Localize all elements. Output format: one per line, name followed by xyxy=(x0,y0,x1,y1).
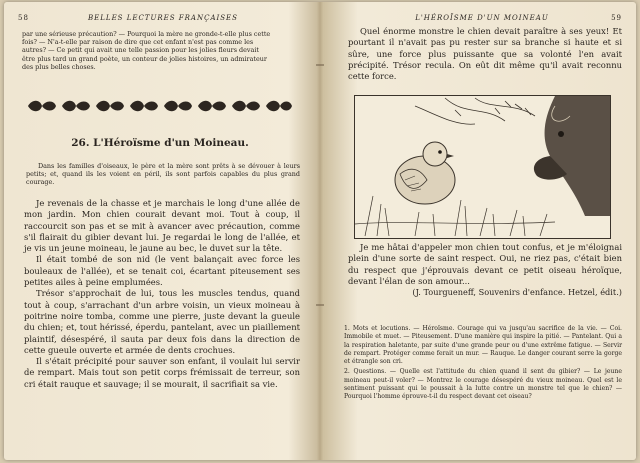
book-spread xyxy=(4,2,636,460)
intro-line: fois? — N'a-t-elle par raison de dire que cet enfant n'est pas comme les xyxy=(22,38,254,47)
story-text-left xyxy=(24,198,300,390)
chapter-title: 26. L'Héroïsme d'un Moineau. xyxy=(71,137,249,149)
story-text-right-bottom xyxy=(348,242,622,298)
intro-line: par une sérieuse précaution? — Pourquoi la mère ne gronde-t-elle plus cette xyxy=(22,30,271,38)
paragraph: Je me hâtai d'appeler mon chien tout confus, et je m'éloignai plein d'une sorte de saint respect. Oui, ne riez pas, c'était bien du respect que j'éprouvais devant ce petit oiseau héroïque, devant l'élan de son amour... xyxy=(348,242,622,286)
intro-questions xyxy=(22,30,300,71)
paragraph: Trésor s'approchait de lui, tous les muscles tendus, quand tout à coup, s'arrachant d'un arbre voisin, un vieux moineau à poitrine noire tomba, comme une pierre, juste devant la gueule du chien; et, tout hérissé, éperdu, pantelant, avec un piaillement plaintif, désespéré, il sauta par deux fois dans la direction de cette gueule ouverte et armée de dents crochues. xyxy=(24,288,300,355)
page-number: 58 xyxy=(18,14,29,22)
running-head-title: BELLES LECTURES FRANÇAISES xyxy=(88,14,238,22)
page-number: 59 xyxy=(611,14,622,22)
exercise-notes xyxy=(344,325,622,402)
paragraph: Il était tombé de son nid (le vent balançait avec force les bouleaux de l'allée), et se tenait coi, écartant piteusement ses petites ailes à peine emplumées. xyxy=(24,254,300,288)
engraving-drawing xyxy=(355,96,610,238)
illustration-sparrow-and-dog xyxy=(354,95,611,239)
intro-line: des plus belles choses. xyxy=(22,62,96,71)
paragraph: Quel énorme monstre le chien devait paraître à ses yeux! Et pourtant il n'avait pas pu rester sur sa branche si haute et si sûre, une force plus puissante que sa volonté l'en avait précipité. Trésor recula. On eût dit même qu'il avait reconnu cette force. xyxy=(348,26,622,82)
epigraph-text: Dans les familles d'oiseaux, le père et la mère sont prêts à se dévouer à leurs petits; et, quand ils les voient en péril, ils sont parfois capables du plus grand courage. xyxy=(26,162,300,187)
left-page xyxy=(4,2,316,460)
right-page xyxy=(322,2,636,460)
source-attribution: (J. Tourgueneff, Souvenirs d'enfance. Hetzel, édit.) xyxy=(412,287,622,298)
intro-line: être plus tard un grand poète, un conteur de jolies histoires, un admirateur xyxy=(22,54,267,63)
binding-stitch xyxy=(316,62,324,68)
running-head-title: L'HÉROÏSME D'UN MOINEAU xyxy=(415,14,549,22)
epigraph xyxy=(26,162,300,187)
paragraph: Je revenais de la chasse et je marchais le long d'une allée de mon jardin. Mon chien courait devant moi. Tout à coup, il raccourcit son pas et se mit à avancer avec précaution, comme s'il flairait du gibier devant lui. Je regardai le long de l'allée, et je vis un jeune moineau, le jaune au bec, le duvet sur la tête. xyxy=(24,198,300,254)
intro-line: autres? — Ce petit qui avait une telle passion pour les jolies fleurs devait xyxy=(22,46,259,55)
paragraph: Il s'était précipité pour sauver son enfant, il voulait lui servir de rempart. Mais tout son petit corps frémissait de terreur, son cri était rauque et sauvage; il se mourait, il sacrifiait sa vie. xyxy=(24,356,300,389)
vocabulary-note: 1. Mots et locutions. — Héroïsme. Courage qui va jusqu'au sacrifice de la vie. — Coi. Immobile et muet. — Piteusement. D'une manière qui inspire la pitié. — Pantelant. Qui a la respiration haletante, par suite d'une grande peur ou d'une extrême fatigue. — Servir de rempart. Protéger comme ferait un mur. — Rauque. Le danger courant serre la gorge et étrangle son cri. xyxy=(344,325,622,366)
binding-stitch xyxy=(316,302,324,308)
questions-note: 2. Questions. — Quelle est l'attitude du chien quand il sent du gibier? — Le jeune moineau peut-il voler? — Montrez le courage désespéré du vieux moineau. Quel est le sentiment puissant qui le poussait à la lutte contre un monstre tel que le chien? — Pourquoi l'homme éprouve-t-il du respect devant cet oiseau? xyxy=(344,368,622,401)
leaf-ornament-band xyxy=(24,98,296,114)
story-text-right-top xyxy=(348,26,622,82)
